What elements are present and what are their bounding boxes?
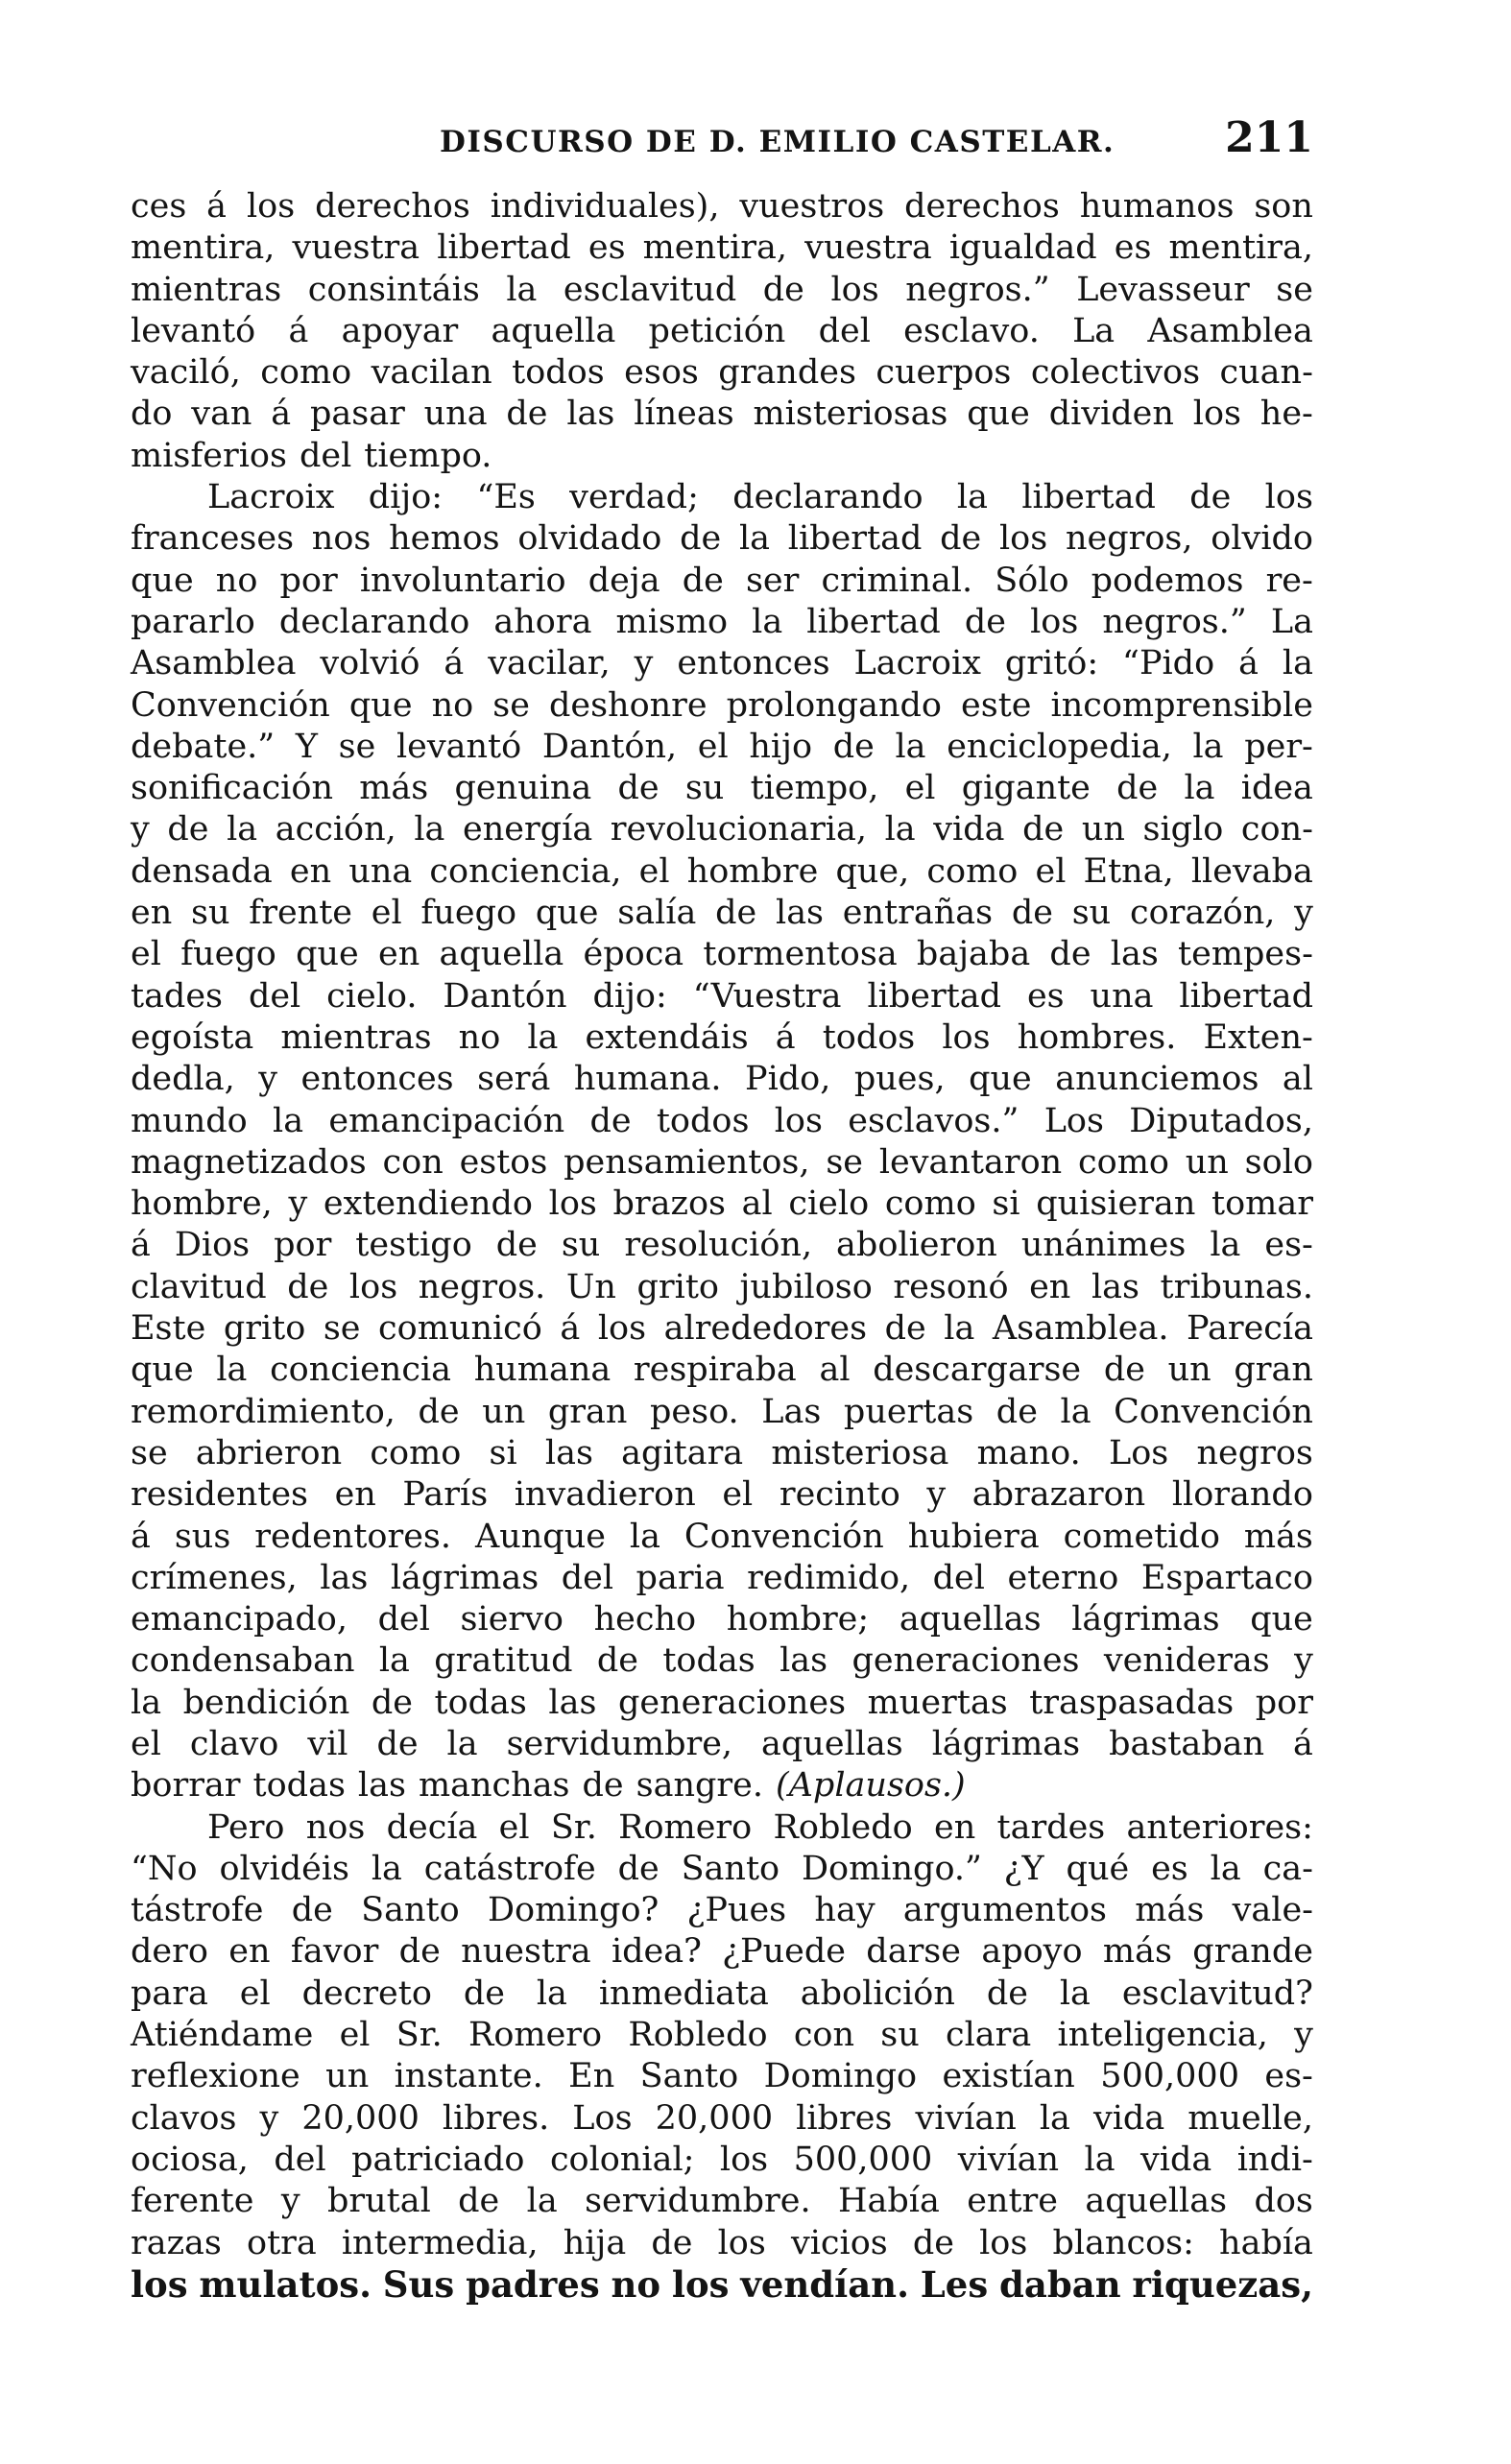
text-line: ferente y brutal de la servidumbre. Había entre aquellas dos [131,2182,1313,2221]
text-line: razas otra intermedia, hija de los vicios de los blancos: había [131,2223,1313,2262]
text-line: Este grito se comunicó á los alrededores de la Asamblea. Parecía [131,1309,1313,1349]
text-line: Asamblea volvió á vacilar, y entonces Lacroix gritó: “Pido á la [131,644,1313,683]
text-line: Pero nos decía el Sr. Romero Robledo en tardes anteriores: [207,1807,1313,1847]
text-line: densada en una conciencia, el hombre que, como el Etna, llevaba [131,851,1313,891]
text-line: sonificación más genuina de su tiempo, el gigante de la idea [131,769,1313,808]
text-line: que no por involuntario deja de ser criminal. Sólo podemos re- [131,561,1313,600]
text-line: el fuego que en aquella época tormentosa bajaba de las tempes- [131,935,1313,974]
text-line: franceses nos hemos olvidado de la libertad de los negros, olvido [131,519,1313,559]
page-number: 211 [1225,113,1313,162]
running-title: DISCURSO DE D. EMILIO CASTELAR. [440,125,1115,159]
text-line: á Dios por testigo de su resolución, abolieron unánimes la es- [131,1226,1313,1265]
text-line: hombre, y extendiendo los brazos al cielo como si quisieran tomar [131,1184,1313,1224]
text-line: remordimiento, de un gran peso. Las puertas de la Convención [131,1392,1313,1431]
text-line: emancipado, del siervo hecho hombre; aquellas lágrimas que [131,1600,1313,1639]
text-line: para el decreto de la inmediata abolición de la esclavitud? [131,1974,1313,2013]
text-line: residentes en París invadieron el recinto y abrazaron llorando [131,1475,1313,1515]
text-line: condensaban la gratitud de todas las generaciones venideras y [131,1641,1313,1681]
text-line: crímenes, las lágrimas del paria redimido, del eterno Espartaco [131,1558,1313,1597]
text-line: dedla, y entonces será humana. Pido, pues, que anunciemos al [131,1060,1313,1099]
text-line: que la conciencia humana respiraba al descargarse de un gran [131,1351,1313,1390]
text-line: Atiéndame el Sr. Romero Robledo con su clara inteligencia, y [131,2016,1313,2055]
text-line: mientras consintáis la esclavitud de los negros.” Levasseur se [131,270,1313,309]
applause-note: (Aplausos.) [776,1766,966,1806]
text-line: mundo la emancipación de todos los esclavos.” Los Diputados, [131,1101,1313,1140]
text-line: Convención que no se deshonre prolongando este incomprensible [131,685,1313,725]
text-line: el clavo vil de la servidumbre, aquellas lágrimas bastaban á [131,1724,1313,1763]
text-line: clavos y 20,000 libres. Los 20,000 libres vivían la vida muelle, [131,2098,1313,2138]
text-line: á sus redentores. Aunque la Convención hubiera cometido más [131,1517,1313,1556]
book-page [131,113,1313,2306]
page-header [131,113,1313,171]
text-line: Lacroix dijo: “Es verdad; declarando la libertad de los [207,478,1313,517]
text-line: misferios del tiempo. [131,436,492,475]
text-line: dero en favor de nuestra idea? ¿Puede darse apoyo más grande [131,1932,1313,1972]
text-line: vaciló, como vacilan todos esos grandes cuerpos colectivos cuan- [131,353,1313,393]
text-line: ces á los derechos individuales), vuestros derechos humanos son [131,187,1313,226]
text-line: do van á pasar una de las líneas misteriosas que dividen los he- [131,395,1313,434]
text-line: magnetizados con estos pensamientos, se levantaron como un solo [131,1142,1313,1182]
text-line: clavitud de los negros. Un grito jubiloso resonó en las tribunas. [131,1267,1313,1306]
text-line: se abrieron como si las agitara misteriosa mano. Los negros [131,1433,1313,1472]
text-line: la bendición de todas las generaciones muertas traspasadas por [131,1683,1313,1722]
text-line: borrar todas las manchas de sangre. (Aplausos.) [131,1765,1313,1806]
text-line: los mulatos. Sus padres no los vendían. Les daban riquezas, [131,2262,1313,2306]
text-line: tástrofe de Santo Domingo? ¿Pues hay argumentos más vale- [131,1891,1313,1930]
text-line: pararlo declarando ahora mismo la libertad de los negros.” La [131,602,1313,641]
text-line: ociosa, del patriciado colonial; los 500,000 vivían la vida indi- [131,2140,1313,2179]
text-line: “No olvidéis la catástrofe de Santo Domingo.” ¿Y qué es la ca- [131,1849,1313,1888]
text-line: en su frente el fuego que salía de las entrañas de su corazón, y [131,894,1313,933]
text-line: mentira, vuestra libertad es mentira, vuestra igualdad es mentira, [131,228,1313,268]
text-line: tades del cielo. Dantón dijo: “Vuestra libertad es una libertad [131,976,1313,1016]
text-line: y de la acción, la energía revolucionaria, la vida de un siglo con- [131,810,1313,849]
text-line: debate.” Y se levantó Dantón, el hijo de la enciclopedia, la per- [131,727,1313,766]
body-text [131,186,1313,2306]
text-line: levantó á apoyar aquella petición del esclavo. La Asamblea [131,311,1313,350]
text-line: reflexione un instante. En Santo Domingo existían 500,000 es- [131,2057,1313,2096]
text-line: egoísta mientras no la extendáis á todos los hombres. Exten- [131,1017,1313,1057]
